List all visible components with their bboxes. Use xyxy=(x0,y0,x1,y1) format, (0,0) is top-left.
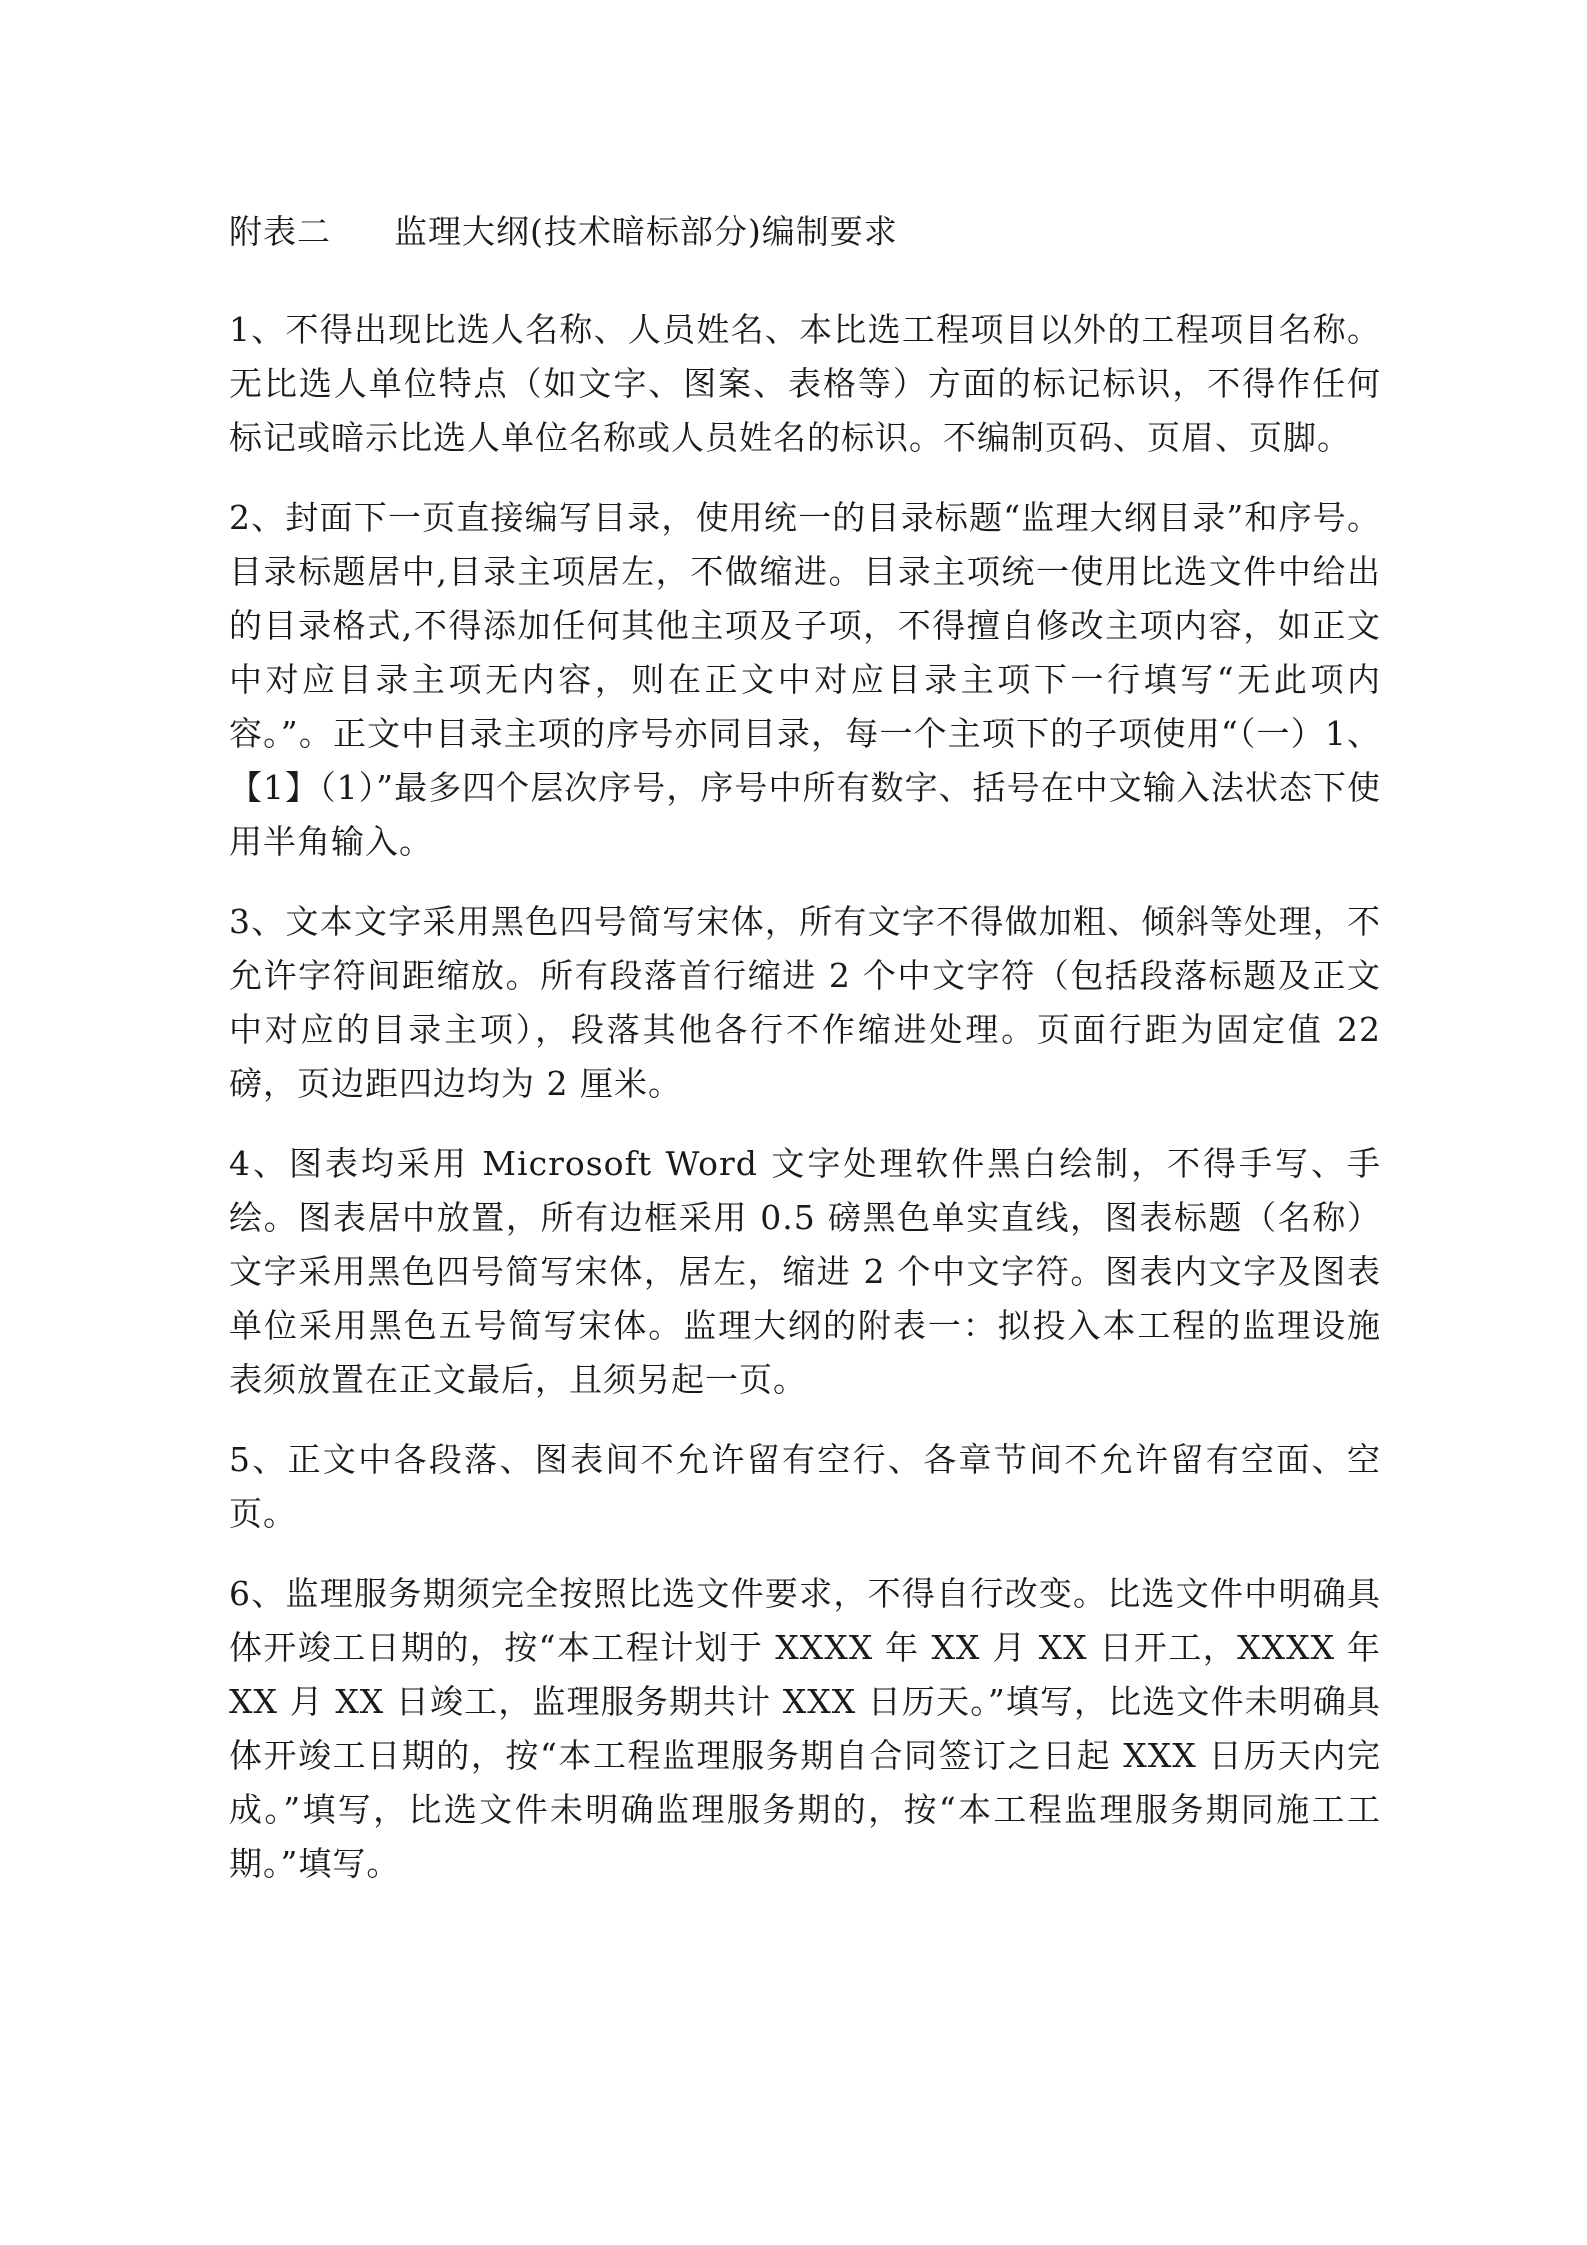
requirement-paragraph-2: 2、封面下一页直接编写目录，使用统一的目录标题“监理大纲目录”和序号。目录标题居中,目录主项居左，不做缩进。目录主项统一使用比选文件中给出的目录格式,不得添加任何其他主项及子项，不得擅自修改主项内容，如正文中对应目录主项无内容，则在正文中对应目录主项下一行填写“无此项内容。”。正文中目录主项的序号亦同目录，每一个主项下的子项使用“（一）1、【1】（1）”最多四个层次序号，序号中所有数字、括号在中文输入法状态下使用半角输入。 xyxy=(229,498,1381,861)
requirement-paragraph-3: 3、文本文字采用黑色四号简写宋体，所有文字不得做加粗、倾斜等处理，不允许字符间距缩放。所有段落首行缩进 2 个中文字符（包括段落标题及正文中对应的目录主项），段落其他各行不作缩进处理。页面行距为固定值 22 磅，页边距四边均为 2 厘米。 xyxy=(229,902,1381,1103)
document-title: 监理大纲(技术暗标部分)编制要求 xyxy=(394,212,898,251)
requirement-paragraph-5: 5、正文中各段落、图表间不允许留有空行、各章节间不允许留有空面、空页。 xyxy=(229,1440,1381,1533)
requirement-paragraph-6: 6、监理服务期须完全按照比选文件要求，不得自行改变。比选文件中明确具体开竣工日期的，按“本工程计划于 XXXX 年 XX 月 XX 日开工，XXXX 年 XX 月 XX 日竣工，监理服务期共计 XXX 日历天。”填写，比选文件未明确具体开竣工日期的，按“本工程监理服务期自合同签订之日起 XXX 日历天内完成。”填写，比选文件未明确监理服务期的，按“本工程监理服务期同施工工期。”填写。 xyxy=(229,1574,1381,1883)
document-heading xyxy=(229,205,1381,259)
requirement-paragraph-1: 1、不得出现比选人名称、人员姓名、本比选工程项目以外的工程项目名称。无比选人单位特点（如文字、图案、表格等）方面的标记标识，不得作任何标记或暗示比选人单位名称或人员姓名的标识。不编制页码、页眉、页脚。 xyxy=(229,310,1381,457)
requirement-paragraph-4: 4、图表均采用 Microsoft Word 文字处理软件黑白绘制，不得手写、手绘。图表居中放置，所有边框采用 0.5 磅黑色单实直线，图表标题（名称）文字采用黑色四号简写宋体，居左，缩进 2 个中文字符。图表内文字及图表单位采用黑色五号简写宋体。监理大纲的附表一：拟投入本工程的监理设施表须放置在正文最后，且须另起一页。 xyxy=(229,1144,1381,1399)
appendix-label: 附表二 xyxy=(229,212,331,251)
